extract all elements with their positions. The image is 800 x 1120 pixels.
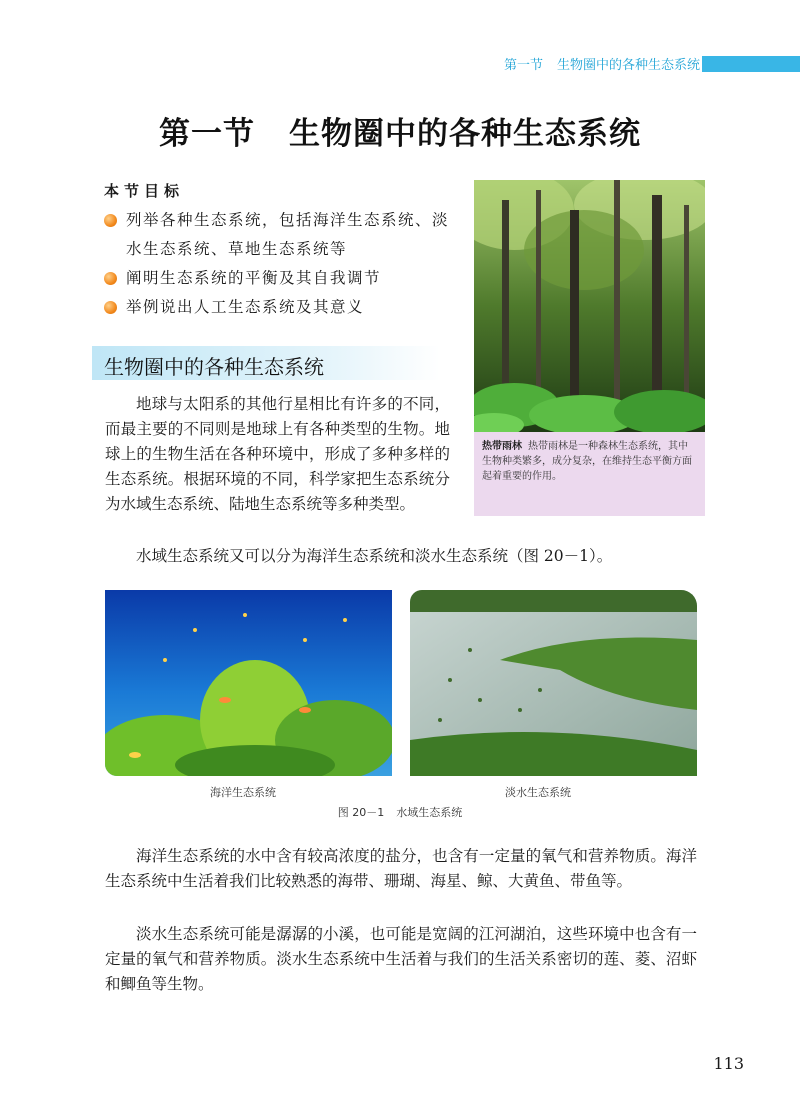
ocean-illustration — [105, 590, 392, 776]
paragraph: 地球与太阳系的其他行星相比有许多的不同，而最主要的不同则是地球上有各种类型的生物。地球上的生物生活在各种环境中，形成了多种多样的生态系统。根据环境的不同，科学家把生态系统分为水域生态系统、陆地生态系统等多种类型。 — [105, 395, 450, 513]
bullet-dot-icon — [104, 301, 117, 314]
running-head-title: 生物圈中的各种生态系统 — [556, 58, 700, 73]
running-head — [470, 52, 800, 74]
bullet-dot-icon — [104, 272, 117, 285]
bullet-dot-icon — [104, 214, 117, 227]
figure-caption-text: 水域生态系统 — [396, 806, 463, 819]
paragraph: 海洋生态系统的水中含有较高浓度的盐分，也含有一定量的氧气和营养物质。海洋生态系统中生活着我们比较熟悉的海带、珊瑚、海星、鲸、大黄鱼、带鱼等。 — [105, 847, 697, 890]
title-text: 生物圈中的各种生态系统 — [289, 116, 641, 152]
page-title — [0, 108, 800, 153]
goal-text: 列举各种生态系统，包括海洋生态系统、淡水生态系统、草地生态系统等 — [126, 211, 450, 258]
page-number: 113 — [713, 1054, 744, 1073]
title-section: 第一节 — [159, 116, 255, 152]
rainforest-photo — [474, 180, 705, 432]
figure-caption — [0, 804, 800, 820]
running-head-section: 第一节 — [503, 58, 543, 73]
freshwater-illustration — [410, 590, 697, 776]
goal-item — [104, 264, 464, 293]
paragraph: 淡水生态系统可能是潺潺的小溪，也可能是宽阔的江河湖泊，这些环境中也含有一定量的氧气和营养物质。淡水生态系统中生活着与我们的生活关系密切的莲、菱、沼虾和鲫鱼等生物。 — [105, 925, 697, 993]
figure-number: 图 20－1 — [337, 806, 385, 819]
caption-term: 热带雨林 — [482, 441, 522, 452]
rainforest-caption — [474, 432, 705, 516]
figure-label-left: 海洋生态系统 — [210, 786, 276, 799]
rainforest-illustration — [474, 180, 705, 432]
goals-heading: 本节目标 — [104, 182, 185, 200]
goal-text: 举例说出人工生态系统及其意义 — [126, 298, 365, 316]
running-head-text — [504, 54, 700, 73]
paragraph: 水域生态系统又可以分为海洋生态系统和淡水生态系统（图 20－1）。 — [136, 547, 613, 565]
goal-item — [104, 206, 464, 264]
freshwater-photo — [410, 590, 697, 776]
section-heading — [92, 346, 440, 380]
caption-text: 热带雨林是一种森林生态系统，其中生物种类繁多，成分复杂，在维持生态平衡方面起着重要的作用。 — [482, 441, 692, 482]
goals-list — [104, 206, 464, 322]
ocean-photo — [105, 590, 392, 776]
goal-text: 阐明生态系统的平衡及其自我调节 — [126, 269, 382, 287]
goal-item — [104, 293, 464, 322]
figure-label-right: 淡水生态系统 — [505, 786, 571, 799]
section-heading-text: 生物圈中的各种生态系统 — [104, 355, 324, 379]
running-head-band — [702, 56, 800, 72]
